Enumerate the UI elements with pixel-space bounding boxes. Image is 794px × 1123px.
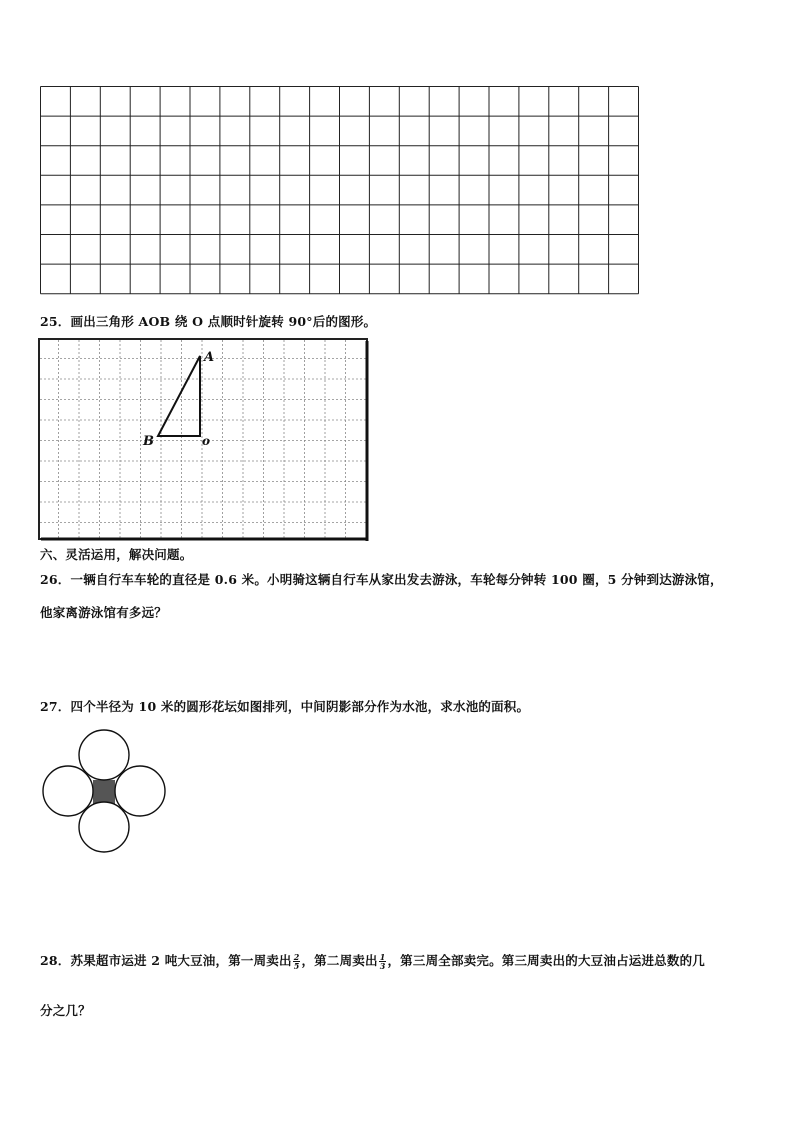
- answer-grid: [40, 86, 640, 296]
- section-6-title: 六、灵活运用，解决问题。: [40, 547, 193, 562]
- circle-left: [43, 766, 93, 816]
- question-27-text: 27．四个半径为 10 米的圆形花坛如图排列，中间阴影部分作为水池，求水池的面积。: [40, 699, 530, 714]
- circle-right: [115, 766, 165, 816]
- label-a: A: [204, 350, 215, 365]
- four-circles-figure: [38, 728, 172, 858]
- question-28-line1: [40, 951, 705, 970]
- circle-bottom: [79, 802, 129, 852]
- question-28-part3: ，第三周全部卖完。第三周卖出的大豆油占运进总数的几: [387, 953, 705, 968]
- rotation-grid-figure: [38, 338, 370, 544]
- label-o: o: [202, 434, 211, 448]
- fraction-one-third: $\frac{1}{3}$: [379, 952, 386, 971]
- question-25-text: 25．画出三角形 AOB 绕 O 点顺时针旋转 90°后的图形。: [40, 314, 377, 329]
- question-28-part1: 28．苏果超市运进 2 吨大豆油，第一周卖出: [40, 953, 292, 968]
- question-26-line2: 他家离游泳馆有多远？: [40, 605, 168, 620]
- shaded-pool: [93, 780, 115, 804]
- question-28-part2: ，第二周卖出: [301, 953, 378, 968]
- circle-top: [79, 730, 129, 780]
- label-b: B: [143, 434, 154, 449]
- question-26-line1: 26．一辆自行车车轮的直径是 0.6 米。小明骑这辆自行车从家出发去游泳，车轮每分钟转 100 圈，5 分钟到达游泳馆，: [40, 572, 723, 587]
- fraction-two-fifths: $\frac{2}{5}$: [293, 952, 300, 971]
- question-28-line2: 分之几？: [40, 1003, 91, 1018]
